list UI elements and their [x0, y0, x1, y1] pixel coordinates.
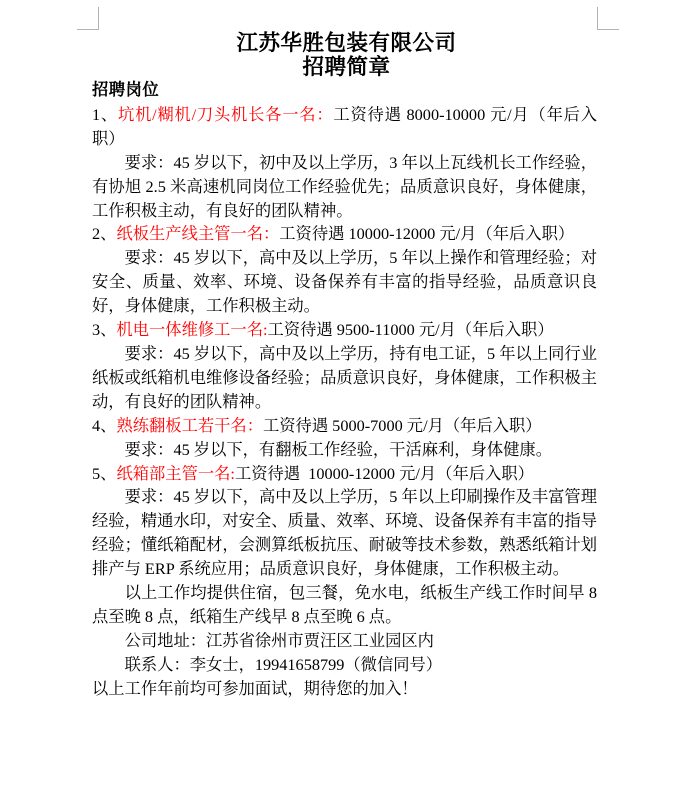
benefits-paragraph: 以上工作均提供住宿，包三餐，免水电，纸板生产线工作时间早 8 点至晚 8 点，纸箱生产线早 8 点至晚 6 点。	[92, 583, 597, 626]
job-item-3-salary: 工资待遇 9500-11000 元/月（年后入职）	[267, 320, 554, 340]
job-item-1-title: 坑机/糊机/刀头机长各一名：	[118, 104, 334, 124]
section-heading-positions: 招聘岗位	[92, 81, 160, 99]
job-item-1-requirements: 要求：45 岁以下，初中及以上学历，3 年以上瓦线机长工作经验，有协旭 2.5 米高速机同岗位工作经验优先；品质意识良好，身体健康，工作积极主动，有良好的团队精神。	[92, 152, 597, 220]
job-item-5-number: 5、	[92, 463, 117, 483]
recruitment-subtitle: 招聘简章	[302, 55, 391, 79]
job-item-3-requirements: 要求：45 岁以下，高中及以上学历，持有电工证，5 年以上同行业纸板或纸箱机电维修设备经验；品质意识良好，身体健康，工作积极主动，有良好的团队精神。	[92, 343, 597, 411]
document-title-block	[0, 31, 693, 79]
job-item-3-number: 3、	[92, 320, 117, 340]
job-item-2	[92, 222, 597, 246]
job-item-2-requirements: 要求：45 岁以下，高中及以上学历，5 年以上操作和管理经验；对安全、质量、效率、环境、设备保养有丰富的指导经验，品质意识良好，身体健康，工作积极主动。	[92, 248, 597, 316]
text-boundary-mark-top-right	[597, 7, 619, 30]
job-item-3-title: 机电一体维修工一名:	[116, 320, 268, 340]
text-boundary-mark-top-left	[77, 7, 99, 30]
job-item-1-salary: 工资待遇 8000-10000 元/月（年后入职）	[92, 104, 597, 148]
document-body	[92, 79, 597, 701]
job-item-4-salary: 工资待遇 5000-7000 元/月（年后入职）	[262, 415, 542, 435]
job-item-4-title: 熟练翻板工若干名：	[116, 415, 263, 435]
job-item-5-requirements: 要求：45 岁以下，高中及以上学历，5 年以上印刷操作及丰富管理经验，精通水印，对安全、质量、效率、环境、设备保养有丰富的指导经验；懂纸箱配材，会测算纸板抗压、耐破等技术参数，熟悉纸箱计划排产与 ERP 系统应用；品质意识良好，身体健康，工作积极主动。	[92, 487, 597, 579]
job-item-1-number: 1、	[92, 104, 118, 124]
job-item-2-title: 纸板生产线主管一名：	[116, 224, 280, 244]
job-item-2-number: 2、	[92, 224, 117, 244]
job-item-4	[92, 414, 597, 438]
job-item-4-requirements: 要求：45 岁以下，有翻板工作经验，干活麻利，身体健康。	[124, 439, 552, 459]
company-address-line: 公司地址：江苏省徐州市贾汪区工业园区内	[124, 630, 434, 650]
job-item-5	[92, 462, 597, 486]
closing-line: 以上工作年前均可参加面试，期待您的加入！	[92, 678, 418, 698]
job-item-3	[92, 318, 597, 342]
job-item-5-salary: 工资待遇 10000-12000 元/月（年后入职）	[234, 463, 534, 483]
contact-person-line: 联系人：李女士，19941658799（微信同号）	[124, 654, 443, 674]
job-item-5-title: 纸箱部主管一名:	[116, 463, 235, 483]
job-item-2-salary: 工资待遇 10000-12000 元/月（年后入职）	[279, 224, 575, 244]
job-item-1	[92, 103, 597, 151]
job-item-4-number: 4、	[92, 415, 117, 435]
company-name-title: 江苏华胜包装有限公司	[236, 31, 457, 55]
